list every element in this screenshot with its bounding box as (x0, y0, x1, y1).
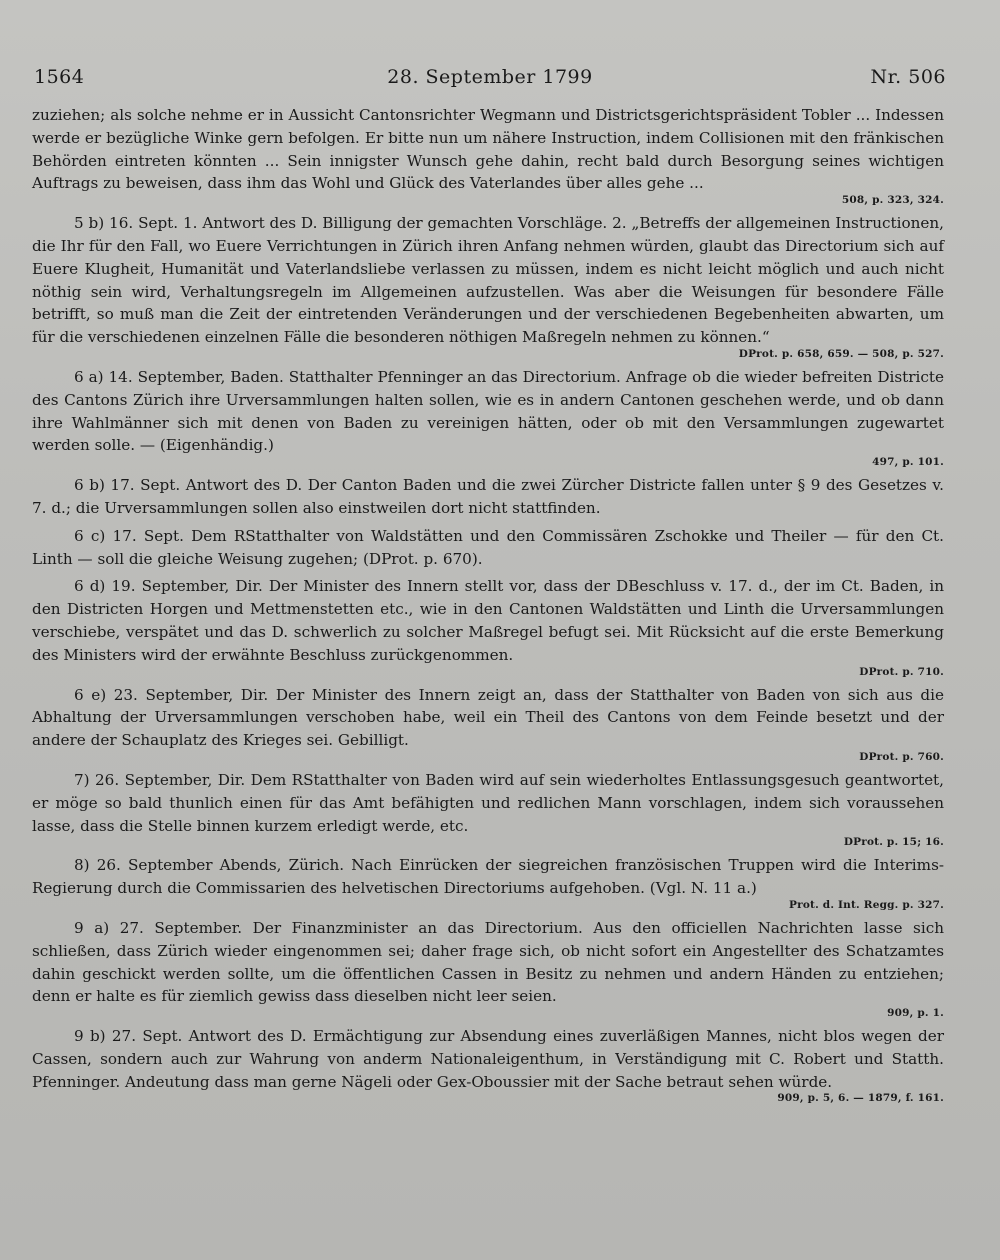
entry-text: 6 c) 17. Sept. Dem RStatthalter von Waldstätten und den Commissären Zschokke und Theiler — für den Ct. Linth — soll die gleiche Weisung zugehen; (DProt. p. 670). (32, 526, 944, 568)
entry-text: 6 b) 17. Sept. Antwort des D. Der Canton Baden und die zwei Zürcher Districte fallen unter § 9 des Gesetzes v. 7. d.; die Urversammlungen sollen also einstweilen dort nicht stattfinden. (32, 476, 944, 517)
entry-7 (32, 769, 944, 849)
entry-text: 7) 26. September, Dir. Dem RStatthalter von Baden wird auf sein wiederholtes Entlassungsgesuch geantwortet, er möge so bald thunlich einen für das Amt befähigten und redlichen Mann vorschlagen, indem sich voraussehen lasse, dass die Stelle binnen kurzem erledigt werde, etc. (32, 770, 944, 835)
entry-9a (32, 917, 944, 1020)
entry-6b (32, 474, 944, 520)
entry-9b (32, 1025, 944, 1105)
entry-6d (32, 575, 944, 678)
entry-8 (32, 854, 944, 912)
entry-6e (32, 684, 944, 764)
entry-reference: DProt. p. 658, 659. — 508, p. 527. (738, 347, 944, 360)
page-number: 1564 (34, 66, 85, 88)
entry-text: 9 b) 27. Sept. Antwort des D. Ermächtigung zur Absendung eines zuverläßigen Mannes, nicht blos wegen der Cassen, sondern auch zur Wahrung von anderm Nationaleigenthum, in Verständigung mit C. Robert und Statth. Pfenninger. Andeutung dass man gerne Nägeli oder Gex-Oboussier mit der Sache betraut sehen würde. (32, 1027, 944, 1091)
entry-reference: DProt. p. 15; 16. (843, 836, 944, 849)
entry-text: 6 e) 23. September, Dir. Der Minister des Innern zeigt an, dass der Statthalter von Baden von sich aus die Abhaltung der Urversammlungen verschoben habe, weil ein Theil des Cantons von dem Feinde besetzt und der andere der Schauplatz des Krieges sei. Gebilligt. (32, 685, 944, 750)
entry-reference: 497, p. 101. (872, 456, 944, 469)
entry-text: 8) 26. September Abends, Zürich. Nach Einrücken der siegreichen französischen Truppen wird die Interims-Regierung durch die Commissarien des helvetischen Directoriums aufgehoben. (Vgl. N. 11 a.) (32, 856, 944, 898)
entry-6a (32, 366, 944, 469)
entry-continuation (32, 104, 944, 207)
entry-text: 6 d) 19. September, Dir. Der Minister des Innern stellt vor, dass der DBeschluss v. 17. d., der im Ct. Baden, in den Districten Horgen und Mettmenstetten etc., wie in den Cantonen Waldstätten und Linth die Urversammlungen verschiebe, verspätet und das D. schwerlich zu solcher Maßregel befugt sei. Mit Rücksicht auf die erste Bemerkung des Ministers wird der erwähnte Beschluss zurückgenommen. (32, 577, 944, 664)
entry-text: zuziehen; als solche nehme er in Aussicht Cantonsrichter Wegmann und Districtsgerichtspräsident Tobler ... Indessen werde er bezügliche Winke gern befolgen. Er bitte nun um nähere Instruction, indem Collisionen mit den fränkischen Behörden eintreten könnten ... Sein innigster Wunsch gehe dahin, recht bald durch Besorgung seines wichtigen Auftrags zu beweisen, dass ihm das Wohl und Glück des Vaterlandes über alles gehe ... (32, 106, 944, 193)
entry-5b (32, 212, 944, 361)
entry-reference: DProt. p. 710. (859, 665, 944, 678)
entry-reference: 508, p. 323, 324. (841, 194, 944, 207)
entry-text: 9 a) 27. September. Der Finanzminister an das Directorium. Aus den officiellen Nachrichten lasse sich schließen, dass Zürich wieder eingenommen sei; daher frage sich, ob nicht sofort ein Angestellter des Schatzamtes dahin geschickt werden sollte, um die öffentlichen Cassen in Besitz zu nehmen und andern Händen zu entziehen; denn er halte es für ziemlich gewiss dass dieselben nicht leer seien. (32, 918, 944, 1006)
document-number: Nr. 506 (870, 66, 946, 88)
entry-text: 5 b) 16. Sept. 1. Antwort des D. Billigung der gemachten Vorschläge. 2. „Betreffs der allgemeinen Instructionen, die Ihr für den Fall, wo Euere Verrichtungen in Zürich ihren Anfang nehmen würden, glaubt das Directorium sich auf Euere Klugheit, Humanität und Vaterlandsliebe verlassen zu müssen, indem es nicht leicht möglich und auch nicht nöthig sein wird, Verhaltungsregeln im Allgemeinen aufzustellen. Was aber die Weisungen für besondere Fälle betrifft, so muß man die Zeit der eintretenden Veränderungen und der verschiedenen Begebenheiten abwarten, um für die verschiedenen einzelnen Fälle die besonderen nöthigen Maßregeln nehmen zu können.“ (32, 214, 944, 347)
entry-text: 6 a) 14. September, Baden. Statthalter Pfenninger an das Directorium. Anfrage ob die wieder befreiten Districte des Cantons Zürich ihre Urversammlungen halten sollen, wie es in andern Cantonen geschehen werde, und ob dann ihre Wahlmänner sich mit denen von Baden zu vereinigen hätten, oder ob mit den Versammlungen zugewartet werden solle. — (Eigenhändig.) (32, 367, 944, 455)
page-date: 28. September 1799 (387, 66, 593, 88)
entry-reference: 909, p. 1. (887, 1007, 944, 1020)
entry-reference: DProt. p. 760. (859, 750, 944, 763)
entry-6c (32, 525, 944, 571)
page-header (34, 66, 946, 96)
entry-reference: Prot. d. Int. Regg. p. 327. (789, 898, 944, 911)
entry-reference: 909, p. 5, 6. — 1879, f. 161. (777, 1092, 944, 1105)
document-body (32, 104, 944, 1110)
